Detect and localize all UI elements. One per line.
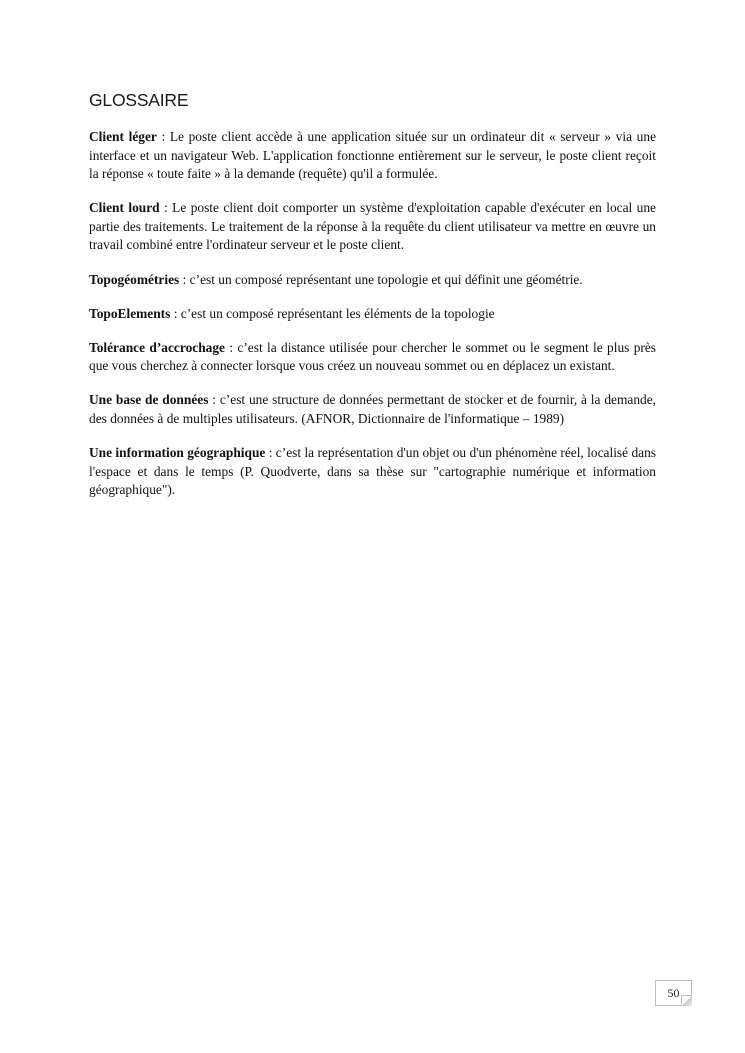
- glossary-term: Une information géographique: [89, 445, 266, 461]
- glossary-entry: [89, 444, 656, 500]
- glossary-definition: : Le poste client accède à une application située sur un ordinateur dit « serveur » via une interface et un navigateur Web. L'application fonctionne entièrement sur le serveur, le poste client reçoit la réponse « toute faite » à la demande (requête) qu'il a formulée.: [89, 129, 657, 182]
- glossary-definition: : c’est la représentation d'un objet ou d'un phénomène réel, localisé dans l'espace et dans le temps (P. Quodverte, dans sa thèse sur "cartographie numérique et information géographique").: [89, 445, 656, 498]
- glossary-entry: [89, 305, 656, 324]
- glossary-entry: [89, 339, 656, 376]
- glossary-term: Client léger: [89, 129, 157, 144]
- glossary-entry: [89, 128, 656, 184]
- glossary-entry: [89, 391, 656, 428]
- glossary-definition: : c’est une structure de données permettant de stocker et de fournir, à la demande, des données à de multiples utilisateurs. (AFNOR, Dictionnaire de l'informatique – 1989): [89, 392, 656, 427]
- glossary-entry: [89, 271, 656, 290]
- glossary-term: Tolérance d’accrochage: [89, 339, 225, 355]
- page-title: GLOSSAIRE: [89, 90, 189, 110]
- glossary-term: TopoElements: [89, 305, 171, 321]
- glossary-definition: : Le poste client doit comporter un système d'exploitation capable d'exécuter en local une partie des traitements. Le traitement de la réponse à la requête du client utilisateur va mettre en œuvre un travail combiné entre l'ordinateur serveur et le poste client.: [89, 200, 656, 253]
- glossary-definition: : c’est la distance utilisée pour chercher le sommet ou le segment le plus près que vous cherchez à connecter lorsque vous créez un nouveau sommet ou en déplacez un existant.: [89, 339, 657, 374]
- page-number-box: [655, 980, 692, 1006]
- page-curl-icon: [681, 995, 692, 1006]
- glossary-definition: : c’est un composé représentant une topologie et qui définit une géométrie.: [179, 271, 583, 287]
- glossary-definition: : c’est un composé représentant les éléments de la topologie: [170, 305, 495, 321]
- glossary-entry: [89, 199, 656, 255]
- glossary-term: Une base de données: [89, 392, 209, 408]
- glossary-term: Topogéométries: [89, 271, 180, 287]
- glossary-term: Client lourd: [89, 200, 160, 216]
- glossary-list: [89, 128, 656, 515]
- page-number: 50: [667, 986, 680, 1000]
